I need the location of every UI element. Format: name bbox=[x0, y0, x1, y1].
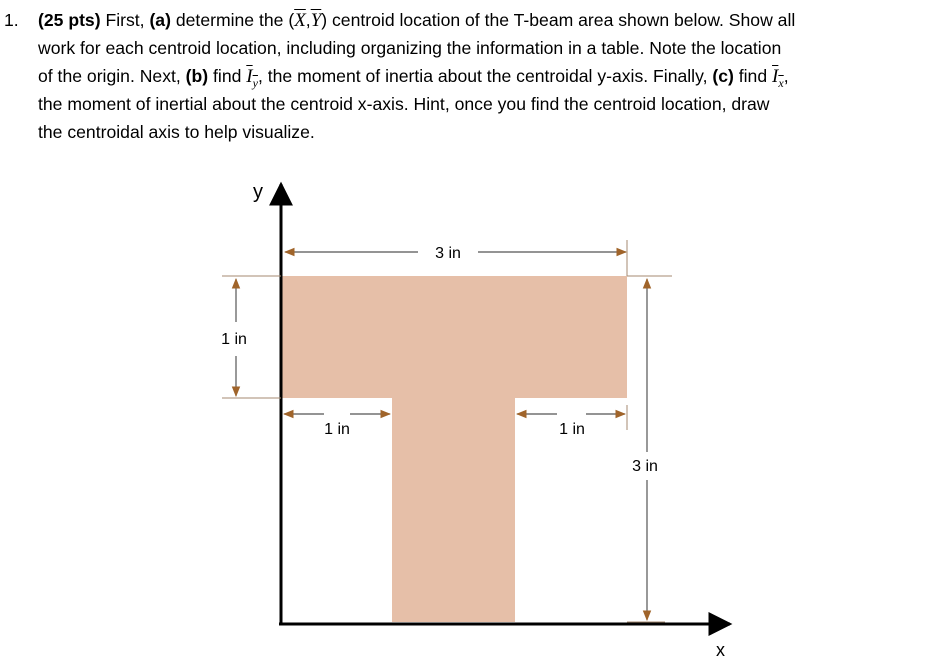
text-segment: determine the ( bbox=[170, 10, 295, 30]
text-segment: First, bbox=[100, 10, 150, 30]
problem-line-4: the moment of inertial about the centroid x-axis. Hint, once you find the centroid location, draw bbox=[38, 94, 770, 114]
dim-flange-width-label: 3 in bbox=[435, 245, 461, 262]
problem-line-5: the centroidal axis to help visualize. bbox=[38, 122, 315, 142]
text-segment: , bbox=[305, 10, 311, 30]
x-axis-label: x bbox=[716, 640, 725, 660]
points-label: (25 pts) bbox=[38, 10, 101, 30]
part-a-label: (a) bbox=[149, 10, 171, 30]
inertia-symbol: I bbox=[772, 66, 779, 87]
text-segment: , the moment of inertia about the centroidal y-axis. Finally, bbox=[257, 66, 713, 86]
text-segment: find bbox=[733, 66, 773, 86]
dim-flange-height-label: 1 in bbox=[221, 331, 247, 348]
inertia-subscript-y: y bbox=[252, 75, 258, 90]
inertia-subscript-x: x bbox=[778, 75, 784, 90]
y-axis-label: y bbox=[253, 181, 263, 203]
dim-right-overhang-label: 1 in bbox=[559, 421, 585, 438]
centroid-x-symbol: $\overline{X}$ bbox=[294, 10, 306, 31]
part-c-label: (c) bbox=[712, 66, 734, 86]
centroid-y-symbol: $\overline{Y}$ bbox=[310, 10, 322, 31]
text-segment: of the origin. Next, bbox=[38, 66, 186, 86]
inertia-symbol: I bbox=[246, 66, 253, 87]
problem-line-2: work for each centroid location, including organizing the information in a table. Note the location bbox=[38, 38, 782, 58]
problem-number: 1. bbox=[4, 10, 19, 30]
text-segment: , bbox=[783, 66, 789, 86]
text-segment: ) centroid location of the T-beam area shown below. Show all bbox=[321, 10, 796, 30]
dim-total-height-label: 3 in bbox=[632, 458, 658, 475]
text-segment: find bbox=[208, 66, 247, 86]
t-beam-shape bbox=[281, 276, 627, 622]
dim-left-overhang-label: 1 in bbox=[324, 421, 350, 438]
part-b-label: (b) bbox=[185, 66, 209, 86]
